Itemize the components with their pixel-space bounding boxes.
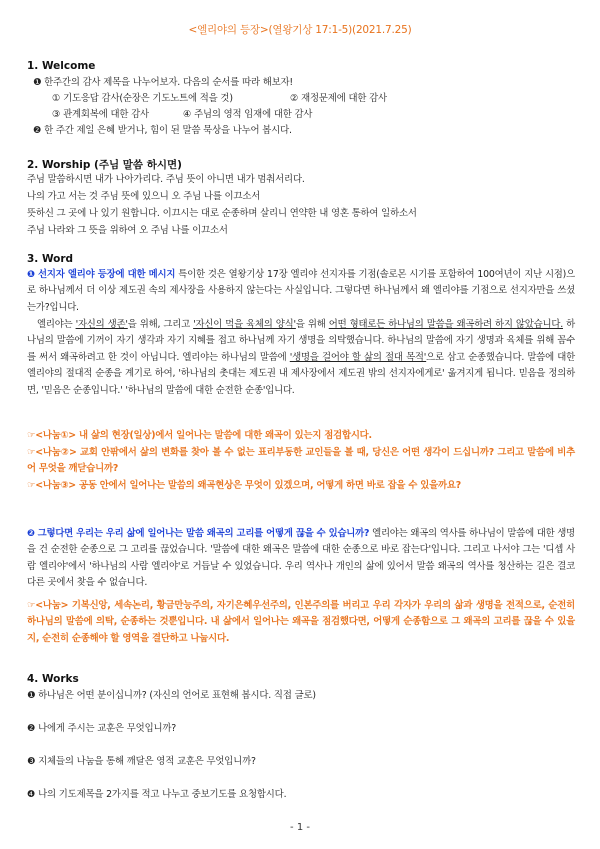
word-p2-b: 을 위해, 그리고 <box>127 319 194 330</box>
worship-line-4: 주님 나라와 그 뜻을 위하여 오 주님 나를 이끄소서 <box>27 225 228 236</box>
word-p2-u4: '생명을 걸어야 할 삶의 절대 목적' <box>289 351 427 363</box>
works-heading: 4. Works <box>27 673 79 685</box>
works-item-2 <box>27 722 575 736</box>
welcome-item-2 <box>33 124 581 138</box>
works-item-2-text: 나에게 주시는 교훈은 무엇입니까? <box>38 723 177 734</box>
works-item-3-text: 지체들의 나눔을 통해 깨달은 영적 교훈은 무엇입니까? <box>38 756 256 767</box>
share-4: ☞<나눔> 기복신앙, 세속논리, 황금만능주의, 자기은혜우선주의, 인본주의를 버리고 우리 각자가 우리의 삶과 생명을 전적으로, 순전히 하나님의 말씀에 의탁, 순종하는 것뿐입니다. 내 삶에서 일어나는 왜곡을 점검했다면, 어떻게 순종함으로 그 왜곡의 고리를 끊을 수 있을지, 순전히 순종해야 할 영역을 결단하고 나눕시다. <box>27 600 575 644</box>
word-p2-u2: '자신이 먹을 육체의 양식' <box>193 319 296 330</box>
number-1-icon: ❶ <box>33 77 42 88</box>
word-p2-c: 을 위해 <box>295 319 329 330</box>
number-2-icon: ❷ <box>33 125 42 136</box>
worship-line-3: 뜻하신 그 곳에 나 있기 원합니다. 이끄시는 대로 순종하며 살리니 연약한 내 영혼 통하여 일하소서 <box>27 208 417 219</box>
number-1-icon: ❶ <box>27 690 36 701</box>
share-1: ☞<나눔①> 내 삶의 현장(일상)에서 일어나는 말씀에 대한 왜곡이 있는지 점검합시다. <box>27 430 372 441</box>
welcome-sub-1: ① 기도응답 감사(순장은 기도노트에 적을 것) <box>52 93 233 104</box>
works-item-4 <box>27 788 575 802</box>
welcome-item-1-text: 한주간의 감사 제목을 나누어보자. 다음의 순서를 따라 해보자! <box>44 77 294 88</box>
word-p2-e: 으로 삼고 순종했습니다. 말씀에 대한 엘리야의 절대적 순종을 계기로 하여, '하나님의 촛대는 제도권 내 제사장에서 제도권 밖의 선지자에게로' 옮겨지게 됩니다. 믿음을 정의하면, '믿음은 순종입니다.' '하나님의 말씀에 대한 순전한 순종'입니다. <box>27 351 576 396</box>
word-p2-a: 엘리야는 <box>37 319 76 330</box>
worship-line-1: 주님 말씀하시면 내가 나아가리다. 주님 뜻이 아니면 내가 멈춰서리다. <box>27 174 305 185</box>
welcome-sub-2: ② 재정문제에 대한 감사 <box>290 93 387 104</box>
word-p2-u3: 어떤 형태로든 하나님의 말씀을 왜곡하려 하지 않았습니다. <box>328 319 563 330</box>
welcome-sub-4: ④ 주님의 영적 임재에 대한 감사 <box>183 109 313 120</box>
works-item-1-text: 하나님은 어떤 분이십니까? (자신의 언어로 표현해 봅시다. 직접 글로) <box>38 690 316 701</box>
worship-line-2: 나의 가고 서는 것 주님 뜻에 있으니 오 주님 나를 이끄소서 <box>27 191 261 202</box>
word-paragraph-1 <box>27 267 575 316</box>
word-p3-question: 그렇다면 우리는 우리 삶에 일어나는 말씀 왜곡의 고리를 어떻게 끊을 수 있습니까? <box>37 528 370 539</box>
worship-heading: 2. Worship (주님 말씀 하시면) <box>27 159 182 171</box>
word-paragraph-2 <box>27 317 575 399</box>
page-number: - 1 - <box>290 822 310 833</box>
welcome-sub-row-1 <box>52 92 600 106</box>
welcome-heading: 1. Welcome <box>27 60 96 72</box>
number-2-blue-icon: ❷ <box>27 528 35 539</box>
welcome-sub-3: ③ 관계회복에 대한 감사 <box>52 109 149 120</box>
welcome-item-2-text: 한 주간 제일 은혜 받거나, 힘이 된 말씀 묵상을 나누어 봅시다. <box>44 125 292 136</box>
number-4-icon: ❹ <box>27 789 36 800</box>
works-item-4-text: 나의 기도제목을 2가지를 적고 나누고 중보기도를 요청합시다. <box>38 789 287 800</box>
word-p2-u1: '자신의 생존' <box>75 319 128 330</box>
works-item-3 <box>27 755 575 769</box>
number-3-icon: ❸ <box>27 756 36 767</box>
number-1-blue-icon: ❶ <box>27 269 35 280</box>
works-item-1 <box>27 689 575 703</box>
welcome-sub-row-2 <box>52 108 600 122</box>
word-p3-text: 엘리야는 왜곡의 역사를 하나님이 말씀에 대한 생명을 건 순전한 순종으로 그 고리를 끊었습니다. '말씀에 대한 왜곡은 말씀에 대한 순종으로 바로 잡는다'입니다. 그리고 나서야 그는 '디셉 사람 엘리야'에서 '하나님의 사람 엘리야'로 거듭날 수 있었습니다. 우리 역사나 개인의 삶에 있어서 말씀 왜곡의 역사를 청산하는 길은 결코 다른 곳에서 찾을 수 없습니다. <box>27 528 575 589</box>
word-paragraph-3 <box>27 526 575 592</box>
share-3: ☞<나눔③> 공동 안에서 일어나는 말씀의 왜곡현상은 무엇이 있겠으며, 어떻게 하면 바로 잡을 수 있을까요? <box>27 480 461 491</box>
word-heading: 3. Word <box>27 253 74 265</box>
document-title: <엘리야의 등장>(열왕기상 17:1-5)(2021.7.25) <box>188 24 412 36</box>
word-p1-text: 특이한 것은 열왕기상 17장 엘리야 선지자를 기점(솔로몬 시기를 포함하여 100여년이 지난 시점)으로 하나님께서 더 이상 제도권 속의 제사장을 사용하지 않는다는 사실입니다. 그렇다면 하나님께서 왜 엘리야를 기점으로 선지자만을 쓰셨는가?입니다. <box>27 269 575 313</box>
word-p1-label: 선지자 엘리야 등장에 대한 메시지 <box>38 269 176 280</box>
share-2: ☞<나눔②> 교회 안팎에서 삶의 변화를 찾아 볼 수 없는 표리부동한 교인들을 볼 때, 당신은 어떤 생각이 드십니까? 그리고 말씀에 비추어 무엇을 깨닫습니까? <box>27 447 575 475</box>
number-2-icon: ❷ <box>27 723 36 734</box>
welcome-item-1 <box>33 76 581 90</box>
word-p2-d: 하나님의 말씀에 기꺼이 자기 생각과 자기 지혜를 접고 하나님께 자기 생명을 의탁했습니다. 하나님의 말씀에 자기 생명과 육체를 위해 꼼수를 써서 왜곡하려고 한 것이 아닙니다. 엘리야는 하나님의 말씀에 <box>27 319 575 363</box>
